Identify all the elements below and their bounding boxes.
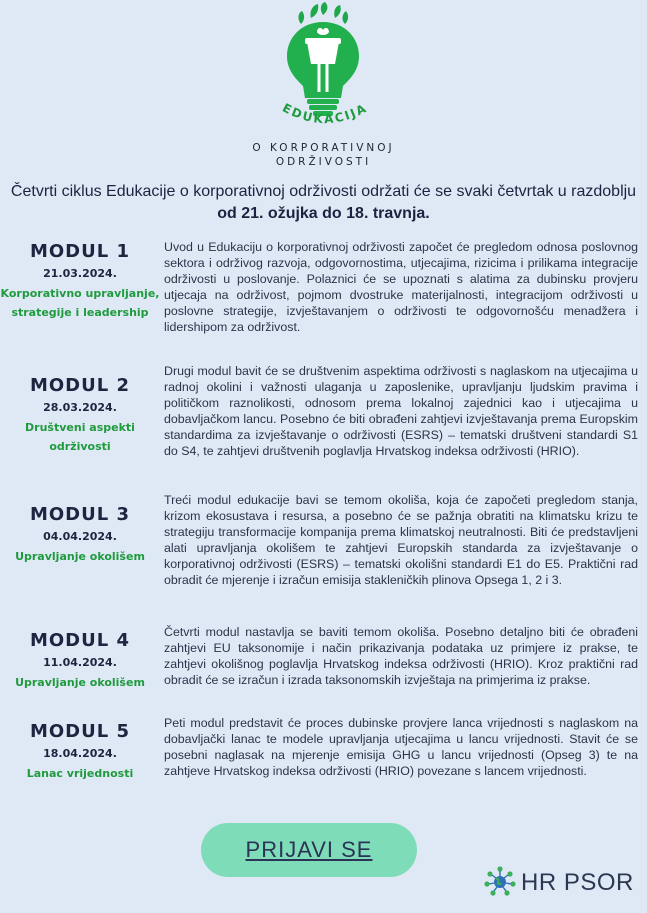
module-topic (0, 418, 160, 456)
course-logo (0, 0, 647, 175)
logo-line-1: O KORPORATIVNOJ (252, 142, 395, 154)
module-description: Uvod u Edukaciju o korporativnoj održivosti započet će pregledom odnosa poslovnog sektora i održivog razvoja, odgovornostima, utjecajima, rizicima i prilikama integracije održivosti u poslovanje. Polaznici će se upoznati s alatima za dubinsku provjeru utjecaja na održivost, pojmom dvostruke materijalnosti, integracijom održivosti u poslovne strategije, izvještavanjem o održivosti te odgovornošću menadžera i lidershipom za održivost. (164, 240, 638, 334)
intro-plain: Četvrti ciklus Edukacije o korporativnoj održivosti održati će se svaki četvrtak u razdoblju (10, 183, 637, 200)
module-topic-line: Društveni aspekti (25, 421, 135, 434)
logo-line-2: ODRŽIVOSTI (275, 156, 372, 168)
module-3-header (0, 503, 160, 566)
module-1-header (0, 240, 160, 322)
module-topic (0, 673, 160, 692)
svg-text:EDUKACIJA (280, 101, 370, 127)
module-topic-line: Upravljanje okolišem (15, 676, 145, 689)
module-description: Četvrti modul nastavlja se baviti temom okoliša. Posebno detaljno biti će obrađeni zahtjevi EU taksonomije i način prikazivanja podataka uz primjere iz prakse, te zahtjevi okolišnog poglavlja Hrvatskog indeksa održivosti (HRIO). Kroz praktični rad obradit će se izračun i izrada taksonomskih izvještaja na primjerima iz prakse. (164, 625, 638, 687)
module-topic-line: održivosti (49, 440, 111, 453)
module-title: MODUL 2 (29, 375, 131, 396)
module-title: MODUL 1 (29, 241, 131, 262)
module-5-header (0, 720, 160, 783)
module-description: Drugi modul bavit će se društvenim aspektima održivosti s naglaskom na utjecajima u radnoj okolini i važnosti ulaganja u zaposlenike, upravljanju ljudskim pravima i političkom raznolikosti, odnosom prema lokalnoj zajednici kao i utjecajima u dobavljačkom lancu. Posebno će biti obrađeni zahtjevi izvještavanja prema Europskim standardima za izvještavanje o održivosti (ESRS) – tematski društveni standardi S1 do S4, te zahtjevi društvenih poglavlja Hrvatskog indeksa održivosti (HRIO). (164, 364, 638, 458)
module-title: MODUL 5 (29, 721, 131, 742)
module-2-header (0, 374, 160, 456)
register-button[interactable]: PRIJAVI SE (201, 823, 417, 877)
brand-name: HR PSOR (521, 869, 634, 896)
module-topic (0, 764, 160, 783)
logo-arc-label: EDUKACIJA (280, 100, 370, 127)
module-date: 21.03.2024. (43, 267, 117, 280)
module-topic (0, 284, 160, 322)
module-topic-line: Lanac vrijednosti (26, 767, 134, 780)
module-topic-line: Korporativno upravljanje, (0, 287, 160, 300)
module-title: MODUL 4 (29, 630, 131, 651)
module-description: Peti modul predstavit će proces dubinske provjere lanca vrijednosti s naglaskom na dobavljački lanac te modele upravljanja utjecajima u lancu vrijednosti. Stavit će se posebni naglasak na mjerenje emisija GHG u lancu vrijednosti (Opseg 3) te na zahtjeve Hrvatskog indeksa održivosti (HRIO) povezane s lancem vrijednosti. (164, 716, 638, 778)
module-date: 18.04.2024. (43, 747, 117, 760)
module-date: 04.04.2024. (43, 530, 117, 543)
logo-arc-text (250, 90, 400, 140)
network-globe-icon (484, 866, 516, 898)
hr-psor-brand (484, 866, 644, 900)
module-topic-line: Upravljanje okolišem (15, 550, 145, 563)
module-date: 28.03.2024. (43, 401, 117, 414)
module-date: 11.04.2024. (43, 656, 117, 669)
intro-text (10, 181, 637, 225)
module-4-header (0, 629, 160, 692)
module-title: MODUL 3 (29, 504, 131, 525)
module-topic-line: strategije i leadership (11, 306, 149, 319)
module-description: Treći modul edukacije bavi se temom okoliša, koja će započeti pregledom stanja, krizom ekosustava i resursa, a posebno će se pažnja obratiti na klimatsku krizu te strategiju transformacije kompanija prema klimatskoj neutralnosti. Biti će predstavljeni alati upravljanja okolišem te zahtjevi Europskih standarda za izvještavanje o korporativnoj održivosti (ESRS) – tematski okolišni standardi E1 do E5. Praktični rad obradit će mjerenje i izračun emisija stakleničkih plinova Opsega 1, 2 i 3. (164, 493, 638, 587)
intro-dates: od 21. ožujka do 18. travnja. (217, 205, 430, 222)
module-topic (0, 547, 160, 566)
